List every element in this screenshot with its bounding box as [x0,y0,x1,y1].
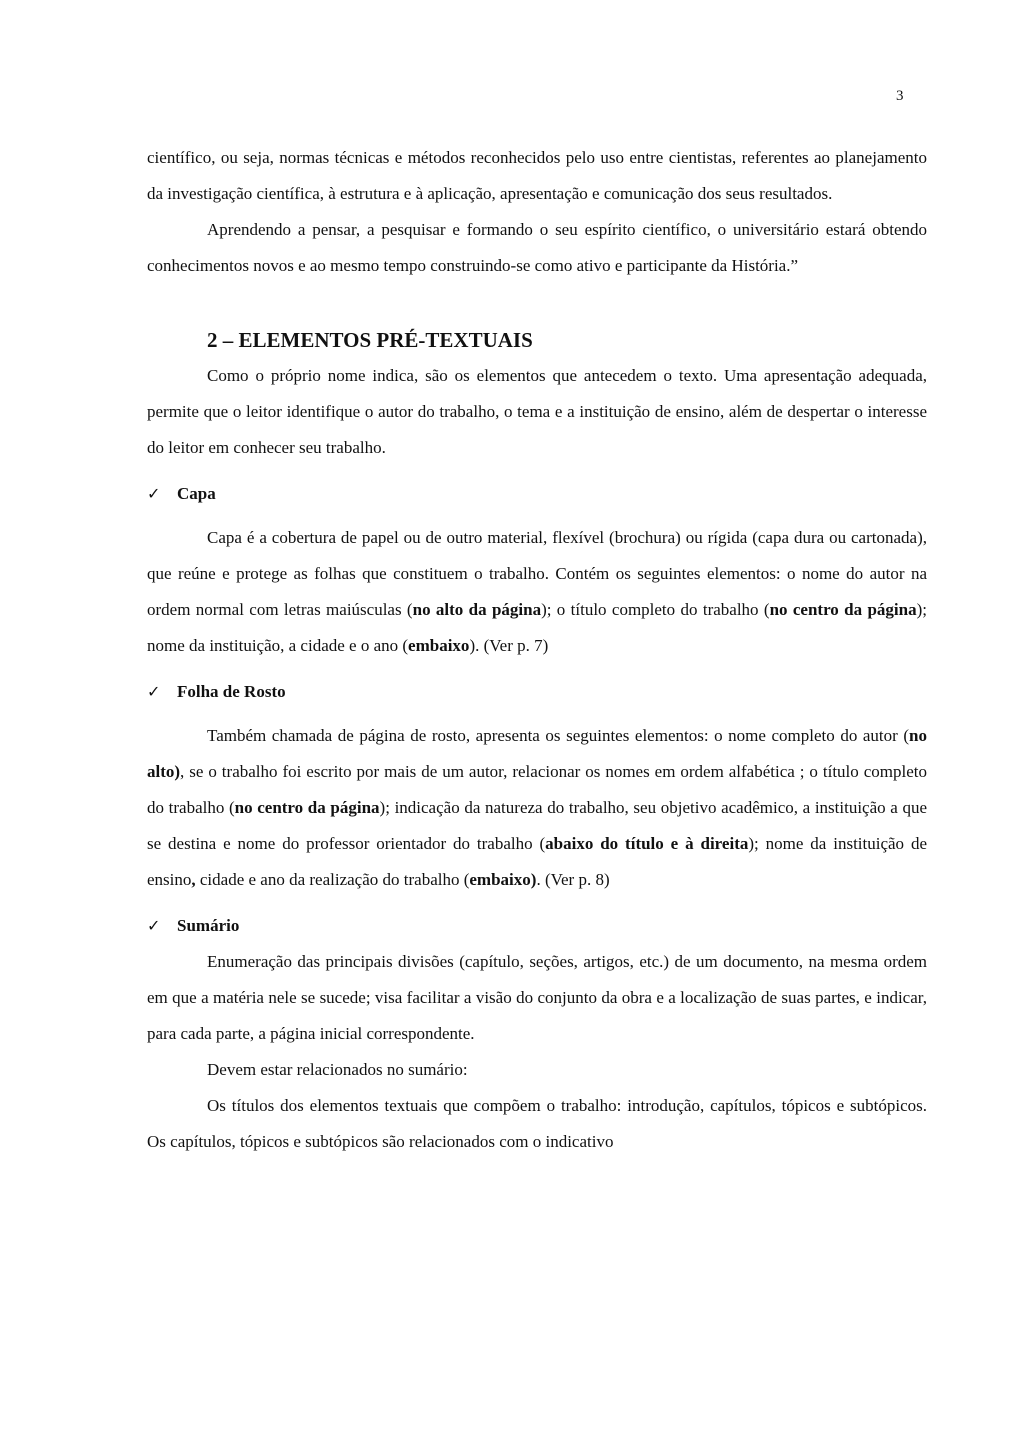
folha-rosto-heading [147,674,927,710]
section-heading: 2 – ELEMENTOS PRÉ-TEXTUAIS [207,328,533,352]
capa-heading [147,476,927,512]
capa-title: Capa [177,484,216,503]
intro-paragraph-1: científico, ou seja, normas técnicas e métodos reconhecidos pelo uso entre cientistas, referentes ao planejamento da investigação científica, à estrutura e à aplicação, apresentação e comunicação dos seus resultados. [147,148,927,203]
capa-paragraph: Capa é a cobertura de papel ou de outro material, flexível (brochura) ou rígida (capa dura ou cartonada), que reúne e protege as folhas que constituem o trabalho. Contém os seguintes elementos: o nome do autor na ordem normal com letras maiúsculas (no alto da página); o título completo do trabalho (no centro da página); nome da instituição, a cidade e o ano (embaixo). (Ver p. 7) [147,528,927,655]
page-number: 3 [896,88,904,104]
intro-paragraph-2: Aprendendo a pensar, a pesquisar e formando o seu espírito científico, o universitário estará obtendo conhecimentos novos e ao mesmo tempo construindo-se como ativo e participante da História.” [147,220,927,275]
sumario-title: Sumário [177,916,240,935]
sumario-heading [147,908,927,944]
check-icon: ✓ [147,682,161,701]
check-icon: ✓ [147,484,161,503]
sumario-paragraph-3: Os títulos dos elementos textuais que compõem o trabalho: introdução, capítulos, tópicos e subtópicos. Os capítulos, tópicos e subtópicos são relacionados com o indicativo [147,1096,927,1151]
sumario-paragraph-2: Devem estar relacionados no sumário: [207,1060,468,1079]
folha-rosto-title: Folha de Rosto [177,682,286,701]
folha-rosto-paragraph: Também chamada de página de rosto, apresenta os seguintes elementos: o nome completo do autor (no alto), se o trabalho foi escrito por mais de um autor, relacionar os nomes em ordem alfabética ; o título completo do trabalho (no centro da página); indicação da natureza do trabalho, seu objetivo acadêmico, a instituição a que se destina e nome do professor orientador do trabalho (abaixo do título e à direita); nome da instituição de ensino, cidade e ano da realização do trabalho (embaixo). (Ver p. 8) [147,726,927,889]
sumario-paragraph-1: Enumeração das principais divisões (capítulo, seções, artigos, etc.) de um documento, na mesma ordem em que a matéria nele se sucede; visa facilitar a visão do conjunto da obra e a localização de suas partes, e indicar, para cada parte, a página inicial correspondente. [147,952,927,1043]
check-icon: ✓ [147,916,161,935]
page-content [147,140,927,1160]
section-intro-paragraph: Como o próprio nome indica, são os elementos que antecedem o texto. Uma apresentação adequada, permite que o leitor identifique o autor do trabalho, o tema e a instituição de ensino, além de despertar o interesse do leitor em conhecer seu trabalho. [147,366,927,457]
